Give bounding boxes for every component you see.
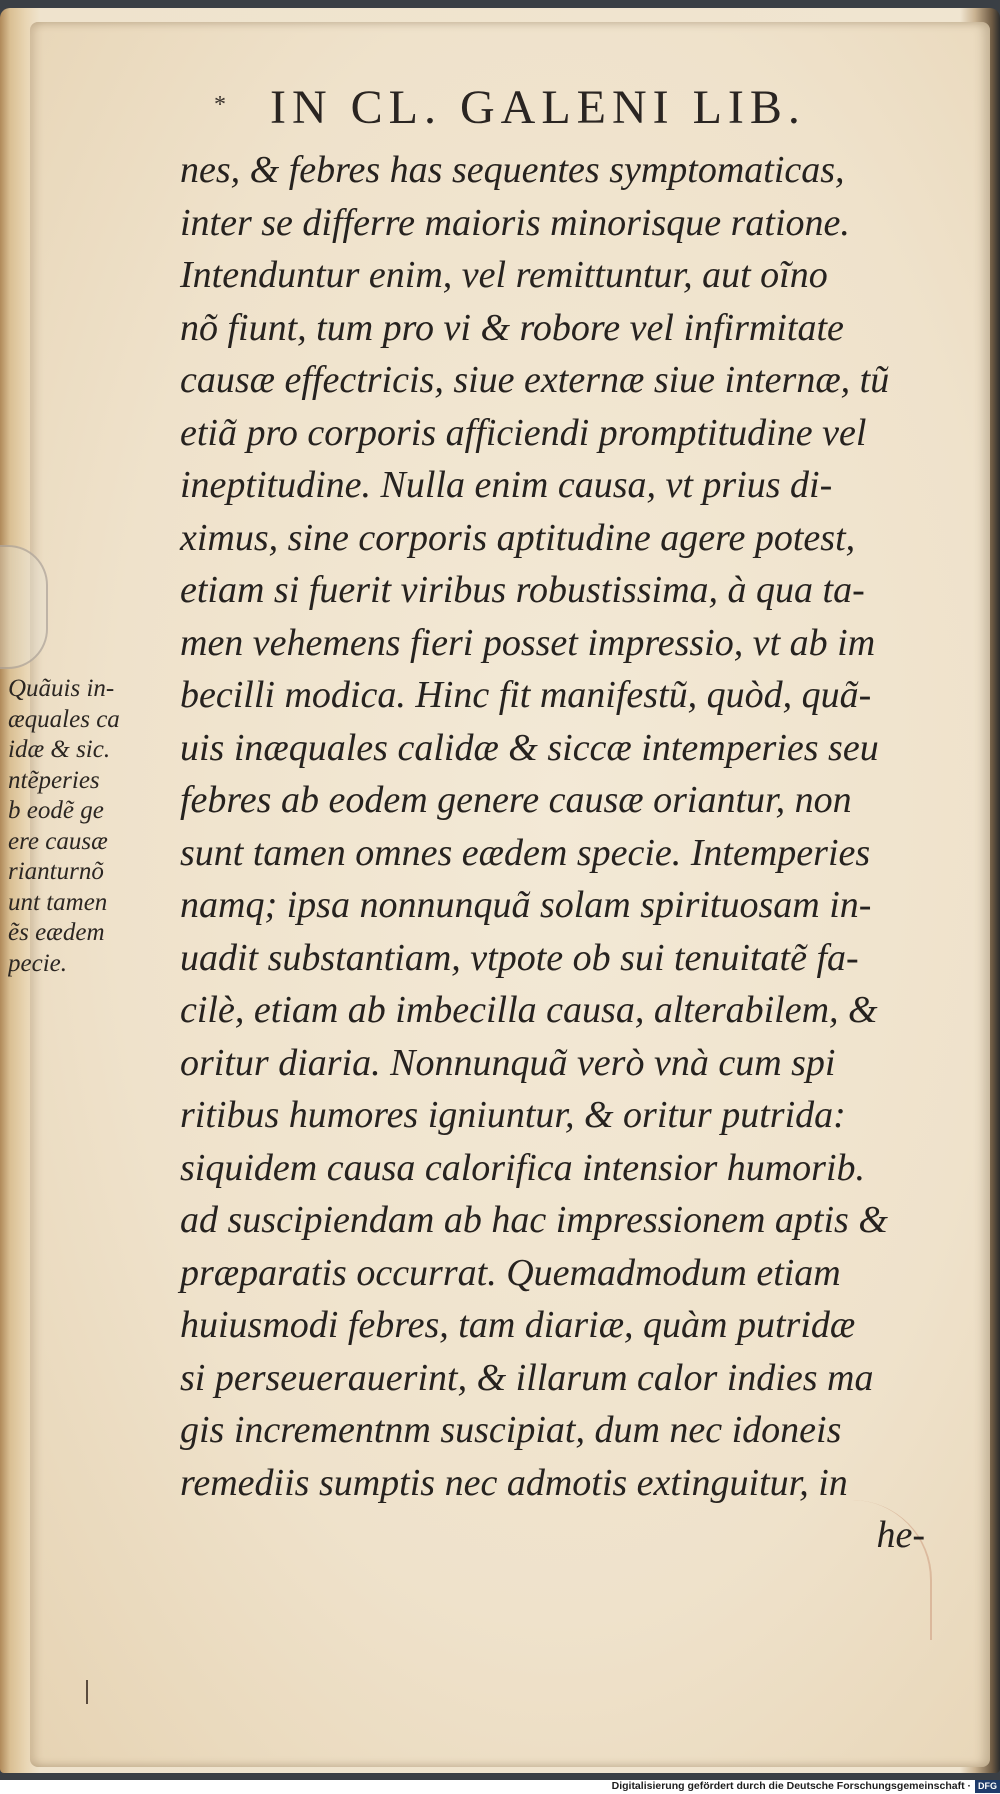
margin-note-line: rianturnõ	[8, 858, 104, 885]
margin-note-line: b eodẽ ge	[8, 797, 104, 824]
text-line: huiusmodi febres, tam diariæ, quàm putridæ	[180, 1304, 856, 1346]
text-line: nes, & febres has sequentes symptomaticas,	[180, 149, 845, 191]
footer-text: Digitalisierung gefördert durch die Deutsche Forschungsgemeinschaft ·	[611, 1780, 971, 1792]
text-line: inter se differre maioris minorisque ratione.	[180, 201, 850, 244]
text-line: Intenduntur enim, vel remittuntur, aut oĩno	[180, 254, 828, 296]
text-line: men vehemens fieri posset impressio, vt ab im	[180, 621, 876, 664]
text-line: si perseuerauerint, & illarum calor indies ma	[180, 1356, 874, 1399]
running-head-mark: *	[214, 92, 226, 118]
text-line: uis inæquales calidæ & siccæ intemperies seu	[180, 726, 879, 769]
text-line: namq; ipsa nonnunquã solam spirituosam in-	[180, 884, 872, 926]
margin-note-line: ere causæ	[8, 827, 108, 855]
text-line: etiã pro corporis afficiendi promptitudine vel	[180, 411, 867, 454]
margin-note-line: unt tamen	[8, 888, 108, 916]
margin-note-line: æquales ca	[8, 705, 120, 733]
text-line: præparatis occurrat. Quemadmodum etiam	[180, 1251, 841, 1294]
margin-note-line: pecie.	[8, 949, 67, 977]
text-line: gis incrementnm suscipiat, dum nec idoneis	[180, 1409, 842, 1451]
text-line: nõ fiunt, tum pro vi & robore vel infirmitate	[180, 306, 844, 349]
margin-note-line: ntẽperies	[8, 766, 100, 794]
text-line: remediis sumptis nec admotis extinguitur, in	[180, 1461, 848, 1504]
text-line: uadit substantiam, vtpote ob sui tenuitatẽ fa-	[180, 936, 859, 979]
margin-note-line: ẽs eædem	[8, 919, 105, 946]
margin-note-line: Quãuis in-	[8, 675, 115, 702]
marginal-note	[8, 674, 176, 979]
paper-clip-mark	[0, 545, 48, 669]
ink-mark	[86, 1680, 88, 1704]
text-line: ximus, sine corporis aptitudine agere potest,	[180, 516, 856, 559]
running-head: IN CL. GALENI LIB.	[270, 81, 806, 134]
text-line: etiam si fuerit viribus robustissima, à qua ta-	[180, 569, 865, 611]
text-line: ad suscipiendam ab hac impressionem aptis &	[180, 1199, 888, 1241]
text-line: febres ab eodem genere causæ oriantur, non	[180, 779, 852, 821]
text-line: ritibus humores igniuntur, & oritur putrida:	[180, 1094, 846, 1136]
margin-note-line: idæ & sic.	[8, 736, 111, 763]
text-line: sunt tamen omnes eædem specie. Intemperies	[180, 831, 871, 874]
body-text	[180, 144, 925, 1562]
text-line: causæ effectricis, siue externæ siue internæ, tũ	[180, 359, 890, 401]
text-line: becilli modica. Hinc fit manifestũ, quòd, quã-	[180, 674, 872, 716]
text-line: ineptitudine. Nulla enim causa, vt prius di-	[180, 464, 833, 506]
dfg-logo: DFG	[975, 1780, 1000, 1793]
text-line: oritur diaria. Nonnunquã verò vnà cum spi	[180, 1041, 836, 1084]
text-line: siquidem causa calorifica intensior humorib.	[180, 1146, 866, 1189]
text-line: cilè, etiam ab imbecilla causa, alterabilem, &	[180, 989, 878, 1031]
catchword: he-	[876, 1514, 925, 1556]
digitization-footer	[600, 1779, 1000, 1794]
